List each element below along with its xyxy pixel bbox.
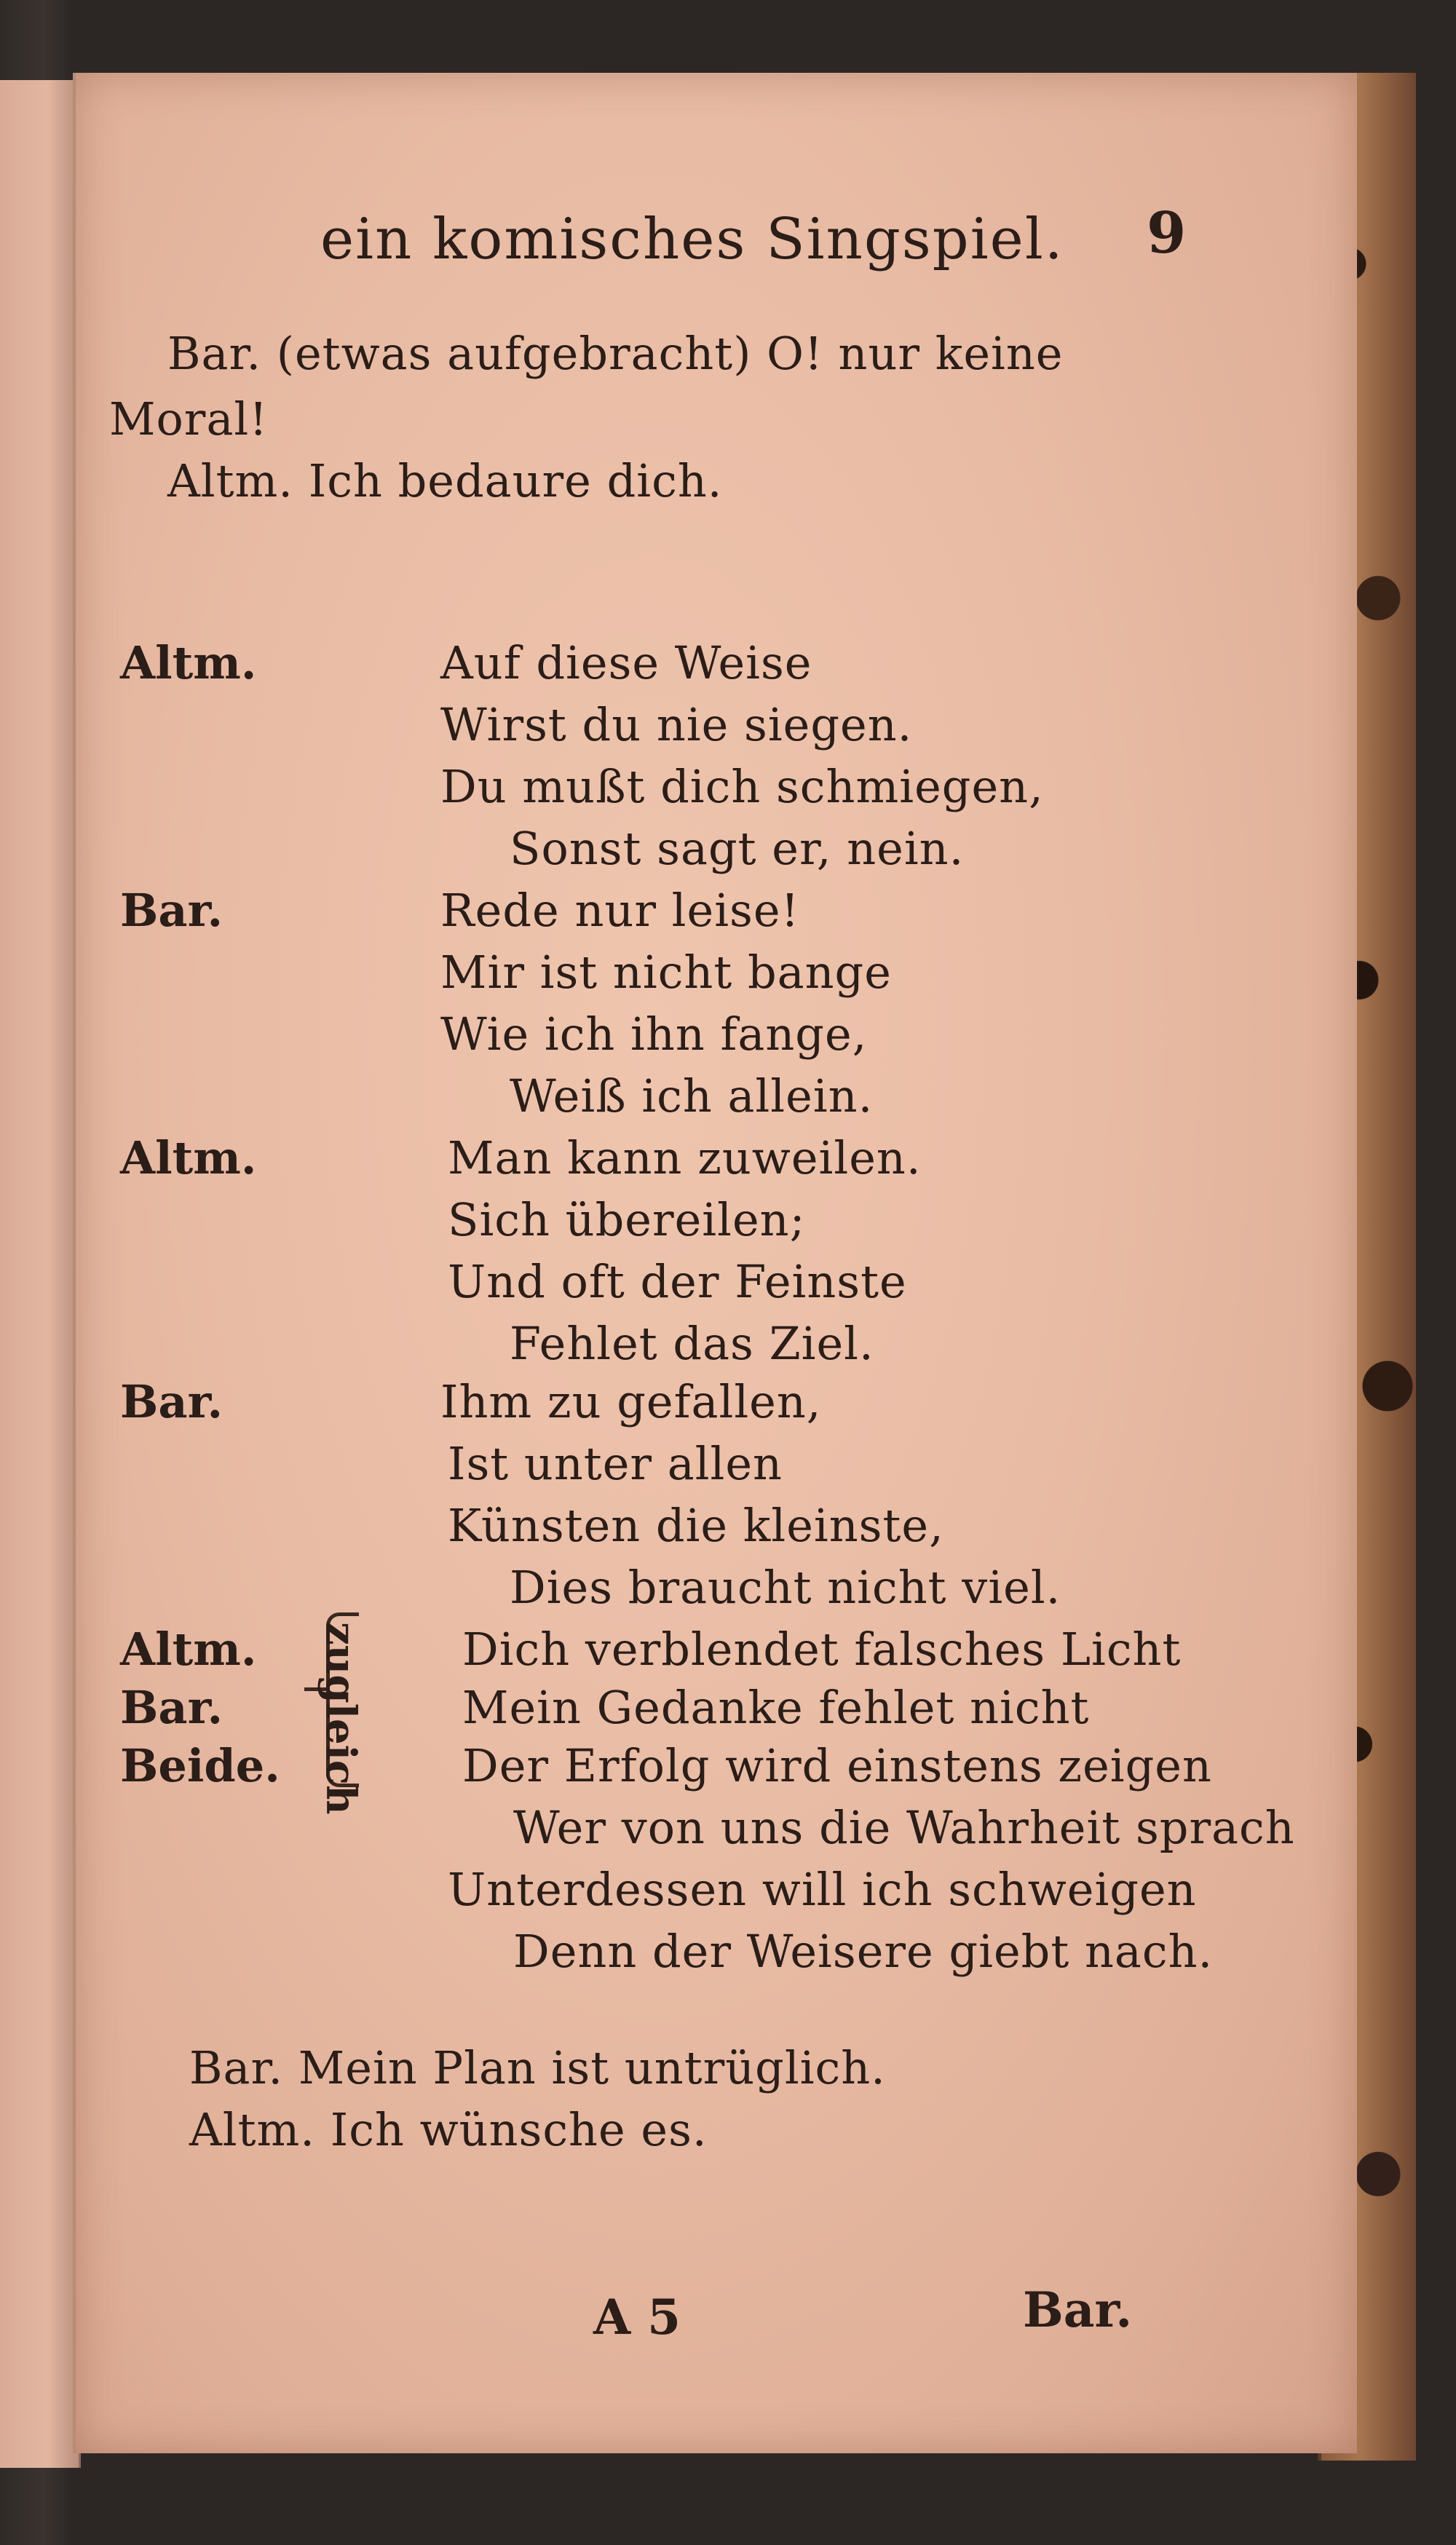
- verse-line: Künsten die kleinste,: [448, 1499, 944, 1552]
- speaker-label: Bar.: [120, 1681, 223, 1734]
- speaker-label: Bar.: [120, 1375, 223, 1428]
- verse-line: Man kann zuweilen.: [448, 1131, 922, 1184]
- verse-line: Sich übereilen;: [448, 1193, 806, 1246]
- prose-line: Moral!: [109, 392, 269, 446]
- verse-line: Weiß ich allein.: [510, 1069, 874, 1123]
- verse-line: Du mußt dich schmiegen,: [440, 760, 1044, 813]
- catchword: Bar.: [1023, 2281, 1133, 2338]
- previous-page-edge: [0, 80, 81, 2468]
- verse-line: Ist unter allen: [448, 1437, 783, 1490]
- page-number: 9: [1147, 200, 1187, 266]
- speaker-label: Altm.: [120, 1131, 257, 1184]
- verse-line: Und oft der Feinste: [448, 1255, 907, 1308]
- verse-line: Wer von uns die Wahrheit sprach: [513, 1801, 1295, 1854]
- verse-line: Denn der Weisere giebt nach.: [513, 1925, 1214, 1978]
- verse-line: Dich verblendet falsches Licht: [462, 1623, 1182, 1676]
- speaker-label: Altm.: [120, 636, 257, 689]
- signature-mark: A 5: [593, 2289, 681, 2346]
- speaker-label: Beide.: [120, 1739, 280, 1792]
- running-title: ein komisches Singspiel.: [320, 207, 1064, 272]
- verse-line: Der Erfolg wird einstens zeigen: [462, 1739, 1212, 1792]
- verse-line: Rede nur leise!: [440, 884, 800, 937]
- prose-line: Altm. Ich wünsche es.: [189, 2103, 708, 2156]
- verse-line: Dies braucht nicht viel.: [510, 1561, 1061, 1614]
- verse-line: Wie ich ihn fange,: [440, 1008, 868, 1061]
- speaker-label: Bar.: [120, 884, 223, 937]
- verse-line: Unterdessen will ich schweigen: [448, 1863, 1197, 1916]
- verse-line: Mir ist nicht bange: [440, 946, 892, 999]
- verse-line: Mein Gedanke fehlet nicht: [462, 1681, 1090, 1734]
- verse-line: Sonst sagt er, nein.: [510, 822, 965, 875]
- prose-line: Bar. (etwas aufgebracht) O! nur keine: [167, 327, 1064, 380]
- verse-line: Auf diese Weise: [440, 636, 812, 689]
- speaker-label: Altm.: [120, 1623, 257, 1676]
- together-marker: zugleich: [317, 1622, 365, 1815]
- verse-line: Fehlet das Ziel.: [510, 1317, 874, 1370]
- verse-line: Ihm zu gefallen,: [440, 1375, 822, 1428]
- prose-line: Altm. Ich bedaure dich.: [167, 454, 723, 507]
- prose-line: Bar. Mein Plan ist untrüglich.: [189, 2041, 886, 2094]
- verse-line: Wirst du nie siegen.: [440, 698, 913, 751]
